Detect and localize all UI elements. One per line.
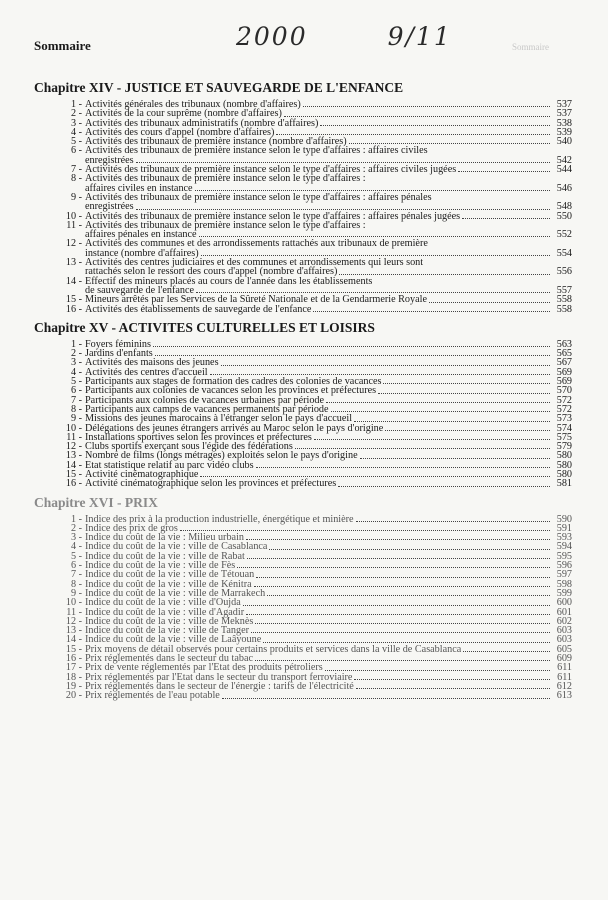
- dot-leader: [378, 393, 550, 394]
- entry-page: 603: [556, 625, 572, 637]
- entry-title: Activités des établissements de sauvegarde de l'enfance: [85, 303, 312, 315]
- entry-page: 602: [556, 615, 572, 627]
- entry-page: 612: [556, 680, 572, 692]
- entry-number: 7 -: [70, 569, 82, 581]
- entry-page: 548: [556, 201, 572, 213]
- entry-title: Prix de vente réglementés par l'Etat des produits pétroliers: [85, 662, 323, 674]
- entry-page: 569: [556, 376, 572, 388]
- entry-title: Activités des centres d'accueil: [85, 366, 208, 378]
- chapter-title: Chapitre XVI - PRIX: [34, 494, 158, 510]
- dot-leader: [331, 411, 550, 412]
- entry-title: instance (nombre d'affaires): [85, 247, 199, 259]
- entry-title: Missions des jeunes marocains à l'étranger selon le pays d'accueil: [85, 413, 353, 425]
- entry-page: 611: [557, 671, 572, 683]
- entry-page: 597: [556, 569, 572, 581]
- entry-page: 599: [556, 587, 572, 599]
- dot-leader: [276, 134, 550, 135]
- entry-title: de sauvegarde de l'enfance: [85, 284, 195, 296]
- entry-number: 10 -: [65, 597, 82, 609]
- dot-leader: [200, 476, 550, 477]
- handwritten-date: 9/11: [387, 22, 452, 51]
- chapter-title: Chapitre XV - ACTIVITES CULTURELLES ET LOISIRS: [34, 319, 375, 335]
- entry-title: Nombre de films (longs métrages) exploités selon le pays d'origine: [85, 450, 358, 462]
- entry-number: 1 -: [70, 513, 82, 525]
- dot-leader: [237, 567, 550, 568]
- dot-leader: [349, 143, 550, 144]
- entry-title: Indice du coût de la vie : Milieu urbain: [85, 532, 244, 544]
- entry-number: 15 -: [65, 468, 82, 480]
- entry-page: 579: [556, 441, 572, 453]
- entry-page: 594: [556, 541, 572, 553]
- page-header: Sommaire: [34, 38, 91, 53]
- dot-leader: [246, 614, 550, 615]
- dot-leader: [458, 171, 550, 172]
- entry-title: Effectif des mineurs placés au cours de l'année dans les établissements: [85, 275, 373, 287]
- entry-page: 611: [557, 662, 572, 674]
- entry-title: Participants aux colonies de vacances urbaines par période: [85, 394, 325, 406]
- entry-number: 4 -: [70, 126, 82, 138]
- entry-page: 537: [556, 108, 572, 120]
- entry-number: 16 -: [65, 653, 82, 665]
- entry-number: 13 -: [65, 625, 82, 637]
- dot-leader: [155, 355, 550, 356]
- chapter-entries: [34, 515, 572, 701]
- entry-number: 16 -: [65, 478, 82, 490]
- entry-number: 12 -: [65, 615, 82, 627]
- dot-leader: [263, 642, 550, 643]
- dot-leader: [196, 292, 550, 293]
- dot-leader: [210, 374, 550, 375]
- entry-page: 540: [556, 136, 572, 148]
- entry-page: 572: [556, 403, 572, 415]
- entry-title: Activité cinématographique: [85, 468, 199, 480]
- entry-page: 539: [556, 126, 572, 138]
- entry-title: Participants aux colonies de vacances selon les provinces et préfectures: [85, 385, 377, 397]
- entry-number: 11 -: [66, 606, 82, 618]
- dot-leader: [201, 255, 550, 256]
- dot-leader: [383, 383, 550, 384]
- dot-leader: [360, 458, 550, 459]
- entry-title: Participants aux camps de vacances permanents par période: [85, 403, 329, 415]
- entry-title: Activités des tribunaux de première instance selon le type d'affaires :: [85, 173, 366, 185]
- entry-title: Activités des tribunaux de première instance selon le type d'affaires : affaires pénales jugées: [85, 210, 461, 222]
- entry-title: Prix réglementés par l'Etat dans le secteur du transport ferroviaire: [85, 671, 353, 683]
- entry-title: Activités des centres judiciaires et des communes et arrondissements qui leurs sont: [85, 257, 424, 269]
- entry-page: 581: [556, 478, 572, 490]
- dot-leader: [356, 688, 550, 689]
- entry-number: 17 -: [65, 662, 82, 674]
- entry-page: 570: [556, 385, 572, 397]
- dot-leader: [195, 190, 550, 191]
- entry-number: 6 -: [70, 385, 82, 397]
- entry-title: Participants aux stages de formation des cadres des colonies de vacances: [85, 376, 382, 388]
- entry-number: 18 -: [65, 671, 82, 683]
- entry-page: 572: [556, 394, 572, 406]
- entry-page: 593: [556, 532, 572, 544]
- entry-page: 580: [556, 459, 572, 471]
- entry-number: 8 -: [70, 403, 82, 415]
- dot-leader: [354, 421, 550, 422]
- entry-title: Délégations des jeunes étrangers arrivés au Maroc selon le pays d'origine: [85, 422, 384, 434]
- dot-leader: [254, 586, 550, 587]
- entry-number: 2 -: [70, 108, 82, 120]
- handwritten-note: [236, 22, 452, 51]
- entry-number: 13 -: [65, 257, 82, 269]
- entry-number: 12 -: [65, 441, 82, 453]
- entry-title: Activités des communes et des arrondissements rattachés aux tribunaux de première: [85, 238, 428, 250]
- entry-title: affaires pénales en instance: [85, 229, 197, 241]
- dot-leader: [463, 651, 550, 652]
- entry-number: 2 -: [70, 522, 82, 534]
- entry-title: Foyers féminins: [85, 338, 151, 350]
- entry-page: 556: [556, 266, 572, 278]
- entry-page: 569: [556, 366, 572, 378]
- entry-page: 595: [556, 550, 572, 562]
- entry-page: 613: [556, 690, 572, 702]
- entry-page: 557: [556, 284, 572, 296]
- dot-leader: [153, 346, 550, 347]
- dot-leader: [247, 558, 550, 559]
- entry-title: Indice du coût de la vie : ville de Kénitra: [85, 578, 252, 590]
- entry-title: Prix moyens de détail observés pour certains produits et services dans la ville de Casablanca: [85, 643, 462, 655]
- entry-number: 5 -: [70, 376, 82, 388]
- entry-page: 573: [556, 413, 572, 425]
- entry-page: 609: [556, 653, 572, 665]
- handwritten-number: 2000: [236, 22, 308, 51]
- entry-title: Activités des cours d'appel (nombre d'affaires): [85, 126, 275, 138]
- entry-title: Activités générales des tribunaux (nombre d'affaires): [85, 99, 301, 110]
- dot-leader: [339, 274, 550, 275]
- dot-leader: [246, 539, 550, 540]
- entry-page: 558: [556, 303, 572, 315]
- dot-leader: [221, 365, 550, 366]
- entry-title: Activités des tribunaux de première instance selon le type d'affaires : affaires civiles: [85, 145, 428, 157]
- entry-title: Indice du coût de la vie : ville d'Agadir: [85, 606, 245, 618]
- dot-leader: [199, 236, 550, 237]
- dot-leader: [180, 530, 550, 531]
- dot-leader: [255, 623, 550, 624]
- entry-number: 1 -: [70, 99, 82, 110]
- entry-number: 20 -: [65, 690, 82, 702]
- entry-page: 550: [556, 210, 572, 222]
- dot-leader: [284, 116, 550, 117]
- entry-page: 558: [556, 294, 572, 306]
- dot-leader: [243, 605, 550, 606]
- entry-title: Jardins d'enfants: [85, 348, 153, 360]
- dot-leader: [320, 125, 550, 126]
- entry-page: 565: [556, 348, 572, 360]
- entry-number: 7 -: [70, 394, 82, 406]
- dot-leader: [251, 632, 550, 633]
- entry-number: 11 -: [66, 431, 82, 443]
- entry-page: 598: [556, 578, 572, 590]
- entry-number: 1 -: [70, 338, 82, 350]
- entry-title: affaires civiles en instance: [85, 182, 193, 194]
- entry-number: 13 -: [65, 450, 82, 462]
- chapter-entries: [34, 100, 572, 314]
- entry-number: 3 -: [70, 357, 82, 369]
- dot-leader: [338, 486, 550, 487]
- entry-title: Indice des prix de gros: [85, 522, 178, 534]
- entry-title: Indice du coût de la vie : ville de Rabat: [85, 550, 245, 562]
- entry-number: 10 -: [65, 210, 82, 222]
- entry-title: Indice du coût de la vie : ville de Fès: [85, 560, 236, 572]
- entry-number: 4 -: [70, 366, 82, 378]
- entry-page: 546: [556, 182, 572, 194]
- entry-title: Prix réglementés dans le secteur du tabac: [85, 653, 254, 665]
- chapter-entries: [34, 340, 572, 489]
- dot-leader: [462, 218, 550, 219]
- dot-leader: [314, 439, 550, 440]
- entry-number: 11 -: [66, 219, 82, 231]
- entry-title: Indice des prix à la production industrielle, énergétique et minière: [85, 513, 354, 525]
- entry-title: Installations sportives selon les provinces et préfectures: [85, 431, 312, 443]
- margin-note: Sommaire: [512, 42, 549, 52]
- entry-page: 590: [556, 513, 572, 525]
- entry-title: Indice du coût de la vie : ville de Casablanca: [85, 541, 268, 553]
- entry-number: 6 -: [70, 560, 82, 572]
- entry-page: 567: [556, 357, 572, 369]
- entry-title: Activités de la cour suprême (nombre d'affaires): [85, 108, 282, 120]
- entry-number: 8 -: [70, 173, 82, 185]
- entry-title: Activités des tribunaux de première instance selon le type d'affaires :: [85, 219, 366, 231]
- entry-number: 9 -: [70, 587, 82, 599]
- dot-leader: [136, 162, 550, 163]
- toc-entry[interactable]: [34, 305, 572, 314]
- dot-leader: [325, 670, 550, 671]
- dot-leader: [295, 448, 550, 449]
- entry-page: 591: [556, 522, 572, 534]
- entry-number: 15 -: [65, 643, 82, 655]
- entry-number: 16 -: [65, 303, 82, 315]
- dot-leader: [326, 402, 550, 403]
- entry-title: Prix réglementés dans le secteur de l'énergie : tarifs de l'électricité: [85, 680, 354, 692]
- dot-leader: [385, 430, 550, 431]
- entry-title: Indice du coût de la vie : ville de Marrakech: [85, 587, 266, 599]
- entry-number: 14 -: [65, 634, 82, 646]
- dot-leader: [303, 106, 550, 107]
- table-of-contents: [34, 80, 572, 707]
- entry-number: 14 -: [65, 275, 82, 287]
- entry-number: 9 -: [70, 191, 82, 203]
- dot-leader: [255, 660, 550, 661]
- entry-number: 12 -: [65, 238, 82, 250]
- entry-number: 4 -: [70, 541, 82, 553]
- entry-page: 544: [556, 164, 572, 176]
- entry-number: 8 -: [70, 578, 82, 590]
- entry-number: 14 -: [65, 459, 82, 471]
- entry-page: 596: [556, 560, 572, 572]
- entry-page: 605: [556, 643, 572, 655]
- dot-leader: [222, 698, 550, 699]
- entry-title: enregistrées: [85, 154, 134, 166]
- entry-page: 574: [556, 422, 572, 434]
- entry-title: enregistrées: [85, 201, 134, 213]
- entry-number: 5 -: [70, 136, 82, 148]
- entry-number: 15 -: [65, 294, 82, 306]
- entry-page: 563: [556, 338, 572, 350]
- entry-number: 19 -: [65, 680, 82, 692]
- dot-leader: [356, 521, 550, 522]
- entry-page: 601: [556, 606, 572, 618]
- dot-leader: [354, 679, 550, 680]
- entry-page: 554: [556, 247, 572, 259]
- entry-title: Indice du coût de la vie : ville de Meknès: [85, 615, 254, 627]
- entry-number: 5 -: [70, 550, 82, 562]
- toc-entry[interactable]: [34, 479, 572, 488]
- entry-page: 537: [556, 99, 572, 110]
- dot-leader: [429, 302, 550, 303]
- entry-number: 2 -: [70, 348, 82, 360]
- entry-title: Indice du coût de la vie : ville de Laâyoune: [85, 634, 262, 646]
- entry-title: Etat statistique relatif au parc vidéo clubs: [85, 459, 254, 471]
- entry-title: Activités des tribunaux de première instance (nombre d'affaires): [85, 136, 347, 148]
- entry-title: Mineurs arrêtés par les Services de la Sûreté Nationale et de la Gendarmerie Royale: [85, 294, 427, 306]
- entry-title: Indice du coût de la vie : ville de Tanger: [85, 625, 250, 637]
- entry-number: 10 -: [65, 422, 82, 434]
- entry-title: Prix réglementés de l'eau potable: [85, 690, 220, 702]
- entry-page: 580: [556, 450, 572, 462]
- dot-leader: [136, 209, 550, 210]
- entry-title: Activités des maisons des jeunes: [85, 357, 219, 369]
- dot-leader: [267, 595, 550, 596]
- dot-leader: [256, 467, 550, 468]
- toc-entry[interactable]: [34, 691, 572, 700]
- dot-leader: [269, 549, 550, 550]
- entry-page: 538: [556, 117, 572, 129]
- entry-page: 552: [556, 229, 572, 241]
- entry-title: Activités des tribunaux administratifs (nombre d'affaires): [85, 117, 319, 129]
- entry-title: Indice du coût de la vie : ville d'Oujda: [85, 597, 241, 609]
- entry-title: Activités des tribunaux de première instance selon le type d'affaires : affaires civiles jugées: [85, 164, 457, 176]
- entry-number: 6 -: [70, 145, 82, 157]
- entry-number: 9 -: [70, 413, 82, 425]
- entry-number: 7 -: [70, 164, 82, 176]
- entry-title: Activité cinématographique selon les provinces et préfectures: [85, 478, 337, 490]
- entry-page: 603: [556, 634, 572, 646]
- entry-number: 3 -: [70, 117, 82, 129]
- entry-title: Activités des tribunaux de première instance selon le type d'affaires : affaires pénales: [85, 191, 432, 203]
- dot-leader: [313, 311, 550, 312]
- entry-page: 600: [556, 597, 572, 609]
- entry-page: 575: [556, 431, 572, 443]
- entry-page: 542: [556, 154, 572, 166]
- entry-title: Clubs sportifs exerçant sous l'égide des fédérations: [85, 441, 293, 453]
- entry-number: 3 -: [70, 532, 82, 544]
- dot-leader: [256, 577, 550, 578]
- chapter-title: Chapitre XIV - JUSTICE ET SAUVEGARDE DE L'ENFANCE: [34, 80, 404, 95]
- entry-title: rattachés selon le ressort des cours d'appel (nombre d'affaires): [85, 266, 338, 278]
- entry-title: Indice du coût de la vie : ville de Tétouan: [85, 569, 255, 581]
- entry-page: 580: [556, 468, 572, 480]
